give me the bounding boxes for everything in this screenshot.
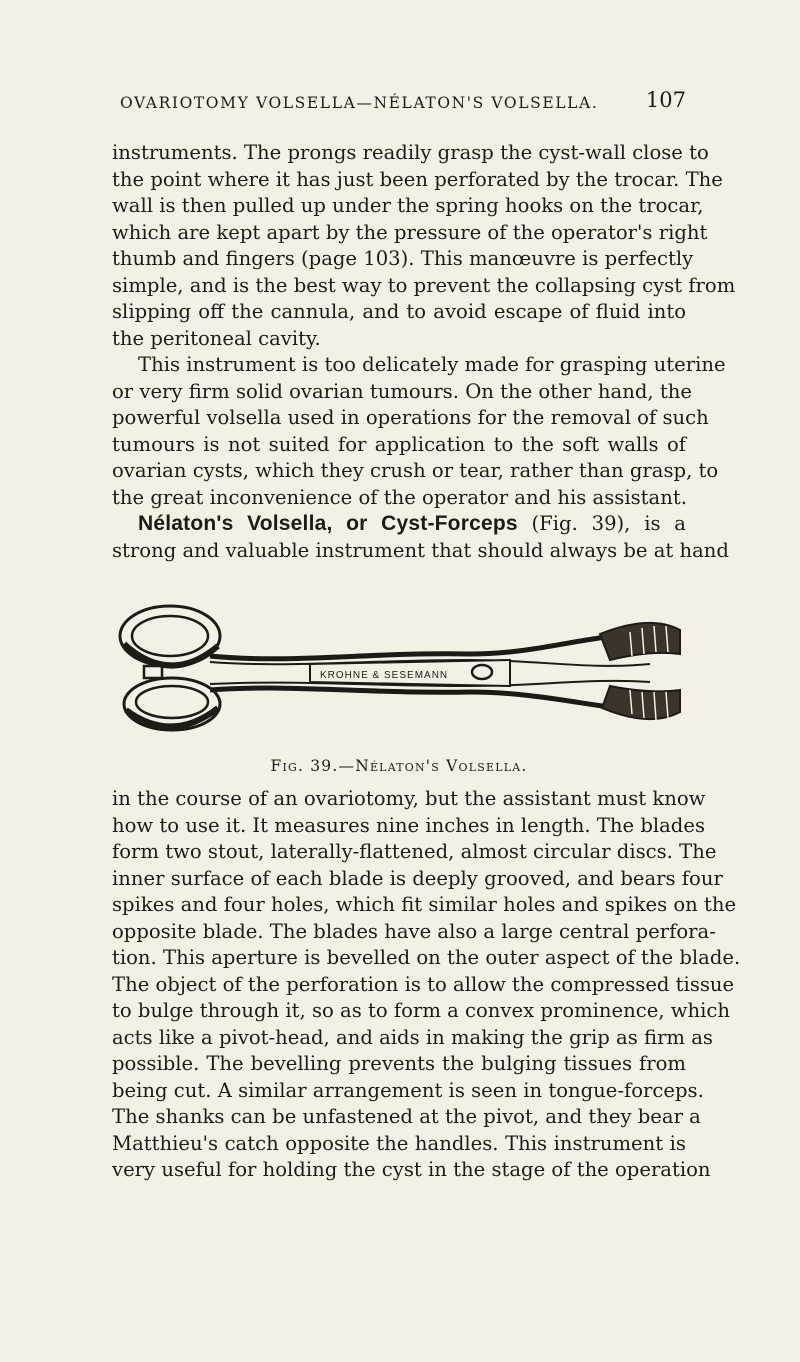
text-line: The object of the perforation is to allow the compressed tissue (112, 972, 735, 996)
text-line: wall is then pulled up under the spring hooks on the trocar, (112, 194, 704, 217)
text-line: very useful for holding the cyst in the stage of the operation (112, 1158, 711, 1181)
text-line: acts like a pivot-head, and aids in making the grip as firm as (112, 1025, 713, 1049)
text-line: spikes and four holes, which fit similar holes and spikes on the (112, 893, 737, 916)
page-number: 107 (645, 88, 686, 112)
text-line: Matthieu's catch opposite the handles. This instrument is (112, 1131, 686, 1155)
text-line: tion. This aperture is bevelled on the outer aspect of the blade. (112, 946, 741, 969)
running-head (112, 86, 686, 120)
text-line: ovarian cysts, which they crush or tear, rather than grasp, to (112, 459, 719, 482)
text-line: the peritoneal cavity. (112, 326, 321, 350)
text-line: in the course of an ovariotomy, but the assistant must know (112, 787, 706, 810)
text-line: instruments. The prongs readily grasp the cyst-wall close to (112, 141, 709, 164)
text-line: form two stout, laterally-flattened, almost circular discs. The (112, 840, 717, 863)
paragraph-continuation (112, 140, 736, 564)
text-line: the great inconvenience of the operator and his assistant. (112, 485, 687, 509)
section-heading: Nélaton's Volsella, or Cyst-Forceps (138, 512, 518, 535)
running-title: OVARIOTOMY VOLSELLA—NÉLATON'S VOLSELLA. (120, 94, 599, 112)
text-line: The shanks can be unfastened at the pivot, and they bear a (112, 1105, 701, 1128)
text-line: powerful volsella used in operations for the removal of such (112, 406, 709, 429)
text-line: or very firm solid ovarian tumours. On the other hand, the (112, 379, 692, 403)
text-line: tumours is not suited for application to the soft walls of (112, 432, 686, 456)
text-line: possible. The bevelling prevents the bulging tissues from (112, 1052, 686, 1075)
figure-caption-text: Fig. 39.—Nélaton's Volsella. (270, 757, 528, 775)
maker-mark: KROHNE & SESEMANN (320, 670, 449, 681)
text-line: the point where it has just been perforated by the trocar. The (112, 167, 723, 191)
text-line: thumb and fingers (page 103). This manœuvre is perfectly (112, 247, 694, 270)
text-line: slipping off the cannula, and to avoid escape of fluid into (112, 300, 686, 323)
paragraph-description (112, 786, 741, 1184)
figure-caption (112, 757, 686, 775)
text-line: to bulge through it, so as to form a convex prominence, which (112, 999, 731, 1022)
text-line: simple, and is the best way to prevent the collapsing cyst from (112, 273, 736, 297)
volsella-illustration (110, 594, 690, 744)
text-line: how to use it. It measures nine inches in length. The blades (112, 813, 705, 837)
text-line: opposite blade. The blades have also a large central perfora- (112, 919, 716, 943)
text-line: which are kept apart by the pressure of the operator's right (112, 220, 708, 244)
text-line: inner surface of each blade is deeply grooved, and bears four (112, 866, 723, 890)
text-line: being cut. A similar arrangement is seen in tongue-forceps. (112, 1078, 704, 1102)
section-heading-rest: (Fig. 39), is a (517, 512, 686, 535)
text-line: This instrument is too delicately made for grasping uterine (138, 353, 726, 376)
section-heading-line (112, 511, 686, 538)
text-line: strong and valuable instrument that should always be at hand (112, 538, 729, 562)
